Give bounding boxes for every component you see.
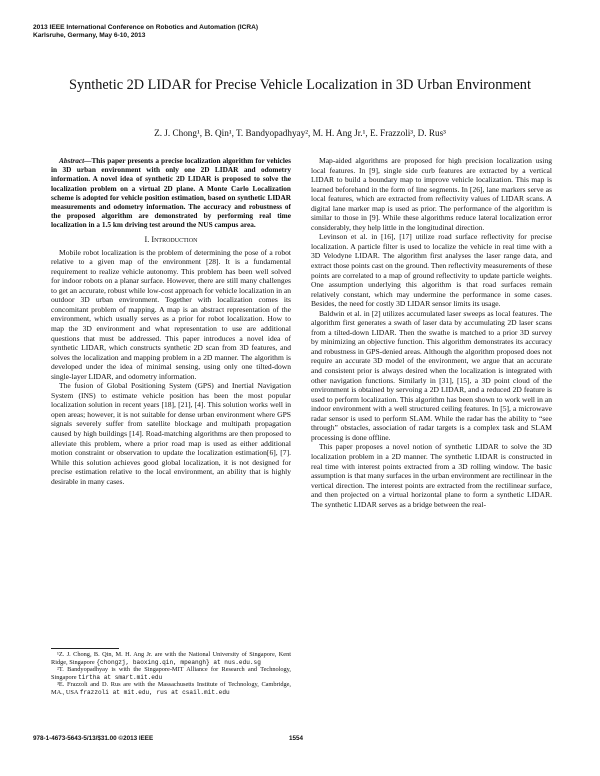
page-number: 1554 (289, 735, 304, 742)
footnote-2-email: tirtha at smart.mit.edu (78, 673, 163, 681)
paragraph: Baldwin et al. in [2] utilizes accumulated laser sweeps as local features. The algorithm first generates a swath of laser data by accumulating 2D laser scans from a tilted-down LIDAR. Then the swathe is matched to a prior 3D survey by minimizing an objective function. This algorithm demonstrates its accuracy and robustness in GPS-denied areas. Although the algorithm proposed does not require an accurate 3D model of the environment, we argue that an accurate and consistent prior is always desired when the localization is integrated with other navigation functions. Similarly in [31], [15], a 3D point cloud of the environment is obtained by servoing a 2D LIDAR, and a reduced 2D feature is used to perform localization. This algorithm has been shown to work well in an indoor environment with a well structured ceiling features. In [5], a microwave radar sensor is used to perform SLAM. While the radar has the ability to “see through” obstacles, association of radar targets is a complex task and SLAM processing is done offline. (311, 308, 552, 442)
right-column (311, 156, 552, 509)
abstract (51, 156, 291, 230)
isbn-line: 978-1-4673-5643-5/13/$31.00 ©2013 IEEE (33, 735, 154, 742)
left-column (51, 156, 291, 486)
paragraph: The fusion of Global Positioning System (GPS) and Inertial Navigation System (INS) to estimate vehicle position has been the most popular localization solution in recent years [18], [21], [4]. This solution works well in open areas; however, it is not suitable for dense urban environment where GPS signals severely suffer from satellite blockage and multipath propagation caused by high buildings [14]. Road-matching algorithms are then proposed to alleviate this problem, where a prior road map is used as either additional motion constraint or observation to update the localization estimation[6], [7]. While this solution achieves good global localization, it is not designed for precise estimation relative to the local environment, an ability that is highly desirable in many cases. (51, 381, 291, 486)
footnote-3: ³E. Frazzoli and D. Rus are with the Massachusetts Institute of Technology, Cambridge, MA., USA frazzoli at mit.edu, rus at csail.mit.edu (51, 681, 291, 696)
paragraph: Mobile robot localization is the problem of determining the pose of a robot relative to a given map of the environment [28]. It is a fundamental requirement to realize vehicle autonomy. This problem has been well solved for indoor robots on a planar surface. However, there are still many challenges to get an accurate, robust while low-cost approach for vehicle localization in an outdoor 3D urban environment. Together with localization comes its concomitant problem of mapping. A map is an abstract representation of the environment, which usually serves as a prior for robot localization. How to map the 3D environment and what representation to use are additional questions that must be addressed. This paper introduces a novel idea of synthetic LIDAR, which constructs synthetic 2D scan from 3D features, and solves the localization and mapping problem in a 2D manner. The algorithm is developed under the idea of minimal sensing, using only one tilted-down single-layer LIDAR, and odometry information. (51, 247, 291, 381)
abstract-lead: Abstract— (59, 156, 92, 165)
footnote-2: ²T. Bandyopadhyay is with the Singapore-MIT Alliance for Research and Technology, Singapore tirtha at smart.mit.edu (51, 666, 291, 681)
paragraph: This paper proposes a novel notion of synthetic LIDAR to solve the 3D localization problem in a 2D manner. The synthetic LIDAR is constructed in real time with interest points extracted from a 3D rolling window. The basic assumption is that many surfaces in the urban environment are rectilinear in the vertical direction. The interest points are extracted from the rectilinear surface, and then projected on a virtual horizontal plane to form a synthetic LIDAR. The synthetic LIDAR serves as a bridge between the real- (311, 442, 552, 509)
author-list: Z. J. Chong¹, B. Qin¹, T. Bandyopadhyay², M. H. Ang Jr.¹, E. Frazzoli³, D. Rus³ (154, 128, 446, 138)
paragraph: Levinson et al. in [16], [17] utilize road surface reflectivity for precise localization. A particle filter is used to localize the vehicle in real time with a 3D Velodyne LIDAR. The algorithm first analyses the laser range data, and extract those points cast on the ground. Then reflectivity measurements of these points are correlated to a map of ground reflectivity to update particle weights. One assumption underlying this algorithm is that road surfaces remain relatively constant, which may undermine the performance in some cases. Besides, the need for costly 3D LIDAR sensor limits its usage. (311, 232, 552, 309)
paper-title: Synthetic 2D LIDAR for Precise Vehicle Localization in 3D Urban Environment (69, 77, 531, 93)
conference-name: 2013 IEEE International Conference on Robotics and Automation (ICRA) (33, 24, 259, 31)
footnote-divider (51, 648, 119, 649)
footnote-1-email: {chongzj, baoxing.qin, mpeangh} at nus.edu.sg (96, 658, 261, 666)
footnote-3-email: frazzoli at mit.edu, rus at csail.mit.edu (79, 688, 230, 696)
conference-header (33, 24, 258, 40)
footnotes (51, 651, 291, 697)
footnote-1: ¹Z. J. Chong, B. Qin, M. H. Ang Jr. are with the National University of Singapore, Kent Ridge, Singapore {chongzj, baoxing.qin, mpeangh} at nus.edu.sg (51, 651, 291, 666)
section-heading-introduction: I. Introduction (144, 234, 198, 244)
paragraph: Map-aided algorithms are proposed for high precision localization using local features. In [9], single side curb features are extracted by a vertical LIDAR to build a boundary map to improve vehicle localization. This map is learned beforehand in the form of line segments. In [26], lane markers serve as local features, which are extracted from reflectivity values of LIDAR scans. A digital lane marker map is used as prior. The performance of the algorithm is similar to those in [9]. While these algorithms reduce lateral localization error considerably, they help little in the longitudinal direction. (311, 156, 552, 232)
conference-location: Karlsruhe, Germany, May 6-10, 2013 (33, 32, 146, 39)
abstract-text: This paper presents a precise localization algorithm for vehicles in 3D urban environment with only one 2D LIDAR and odometry information. A novel idea of synthetic 2D LIDAR is proposed to solve the localization problem on a virtual 2D plane. A Monte Carlo Localization scheme is adopted for vehicle position estimation, based on synthetic LIDAR measurements and odometry information. The accuracy and robustness of the proposed algorithm are demonstrated by performing real time localization in a 1.5 km driving test around the NUS campus area. (51, 156, 291, 230)
